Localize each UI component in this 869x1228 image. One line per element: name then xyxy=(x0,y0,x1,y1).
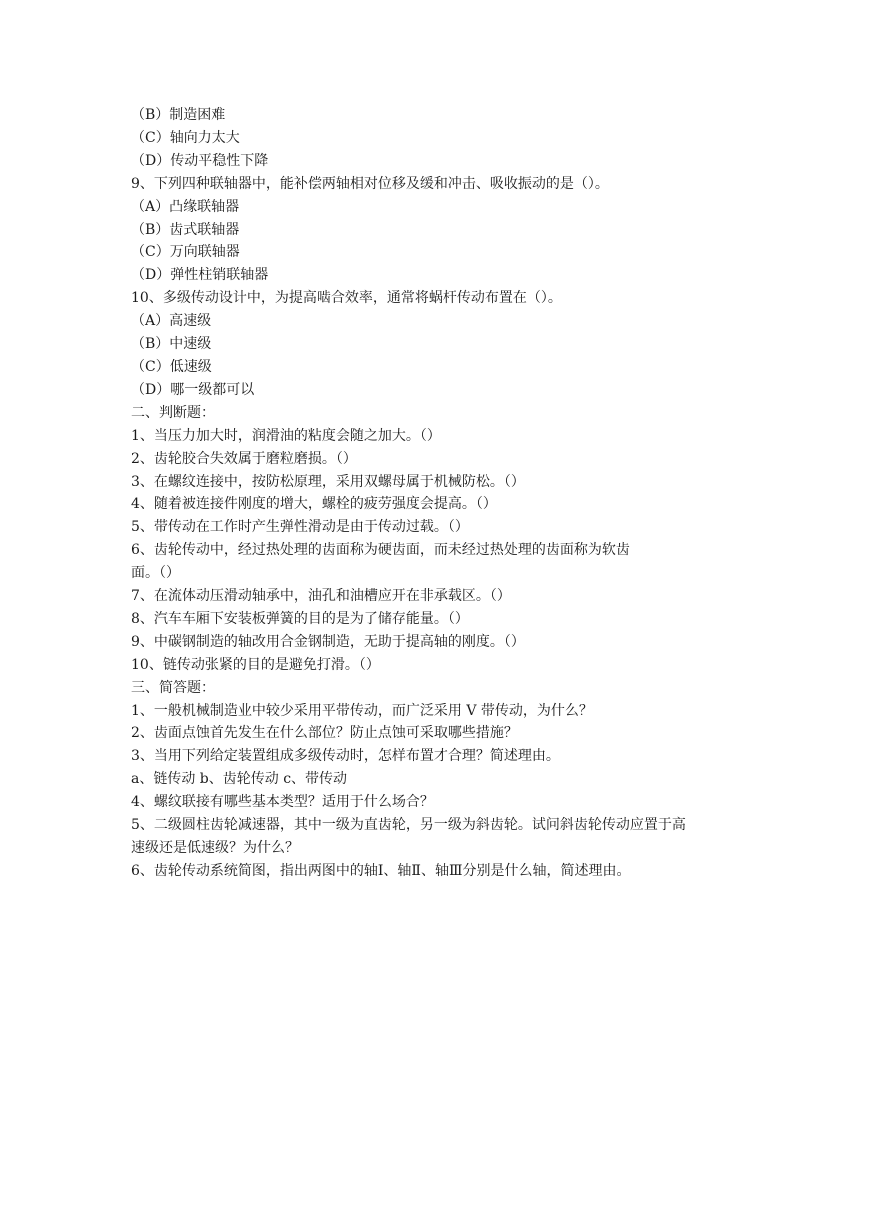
q10-option-b: （B）中速级 xyxy=(131,336,212,353)
q10-question: 10、多级传动设计中，为提高啮合效率，通常将蜗杆传动布置在（）。 xyxy=(131,290,562,307)
q8-option-b: （B）制造困难 xyxy=(131,107,226,123)
q8-option-d: （D）传动平稳性下降 xyxy=(131,152,269,169)
section-heading-true-false: 二、判断题： xyxy=(131,404,215,421)
true-false-item: 10、链传动张紧的目的是避免打滑。（） xyxy=(131,656,380,673)
q10-option-d: （D）哪一级都可以 xyxy=(131,381,255,398)
q9-option-c: （C）万向联轴器 xyxy=(131,244,240,261)
q10-option-c: （C）低速级 xyxy=(131,358,212,375)
q9-option-d: （D）弹性柱销联轴器 xyxy=(131,267,269,284)
true-false-item: 8、汽车车厢下安装板弹簧的目的是为了储存能量。（） xyxy=(131,610,469,627)
true-false-item: 3、在螺纹连接中，按防松原理，采用双螺母属于机械防松。（） xyxy=(131,473,525,490)
short-answer-item: 5、二级圆柱齿轮减速器，其中一级为直齿轮，另一级为斜齿轮。试问斜齿轮传动应置于高 xyxy=(131,817,686,834)
true-false-item: 1、当压力加大时，润滑油的粘度会随之加大。（） xyxy=(131,427,441,444)
true-false-item: 2、齿轮胶合失效属于磨粒磨损。（） xyxy=(131,450,357,467)
true-false-item-continuation: 面。（） xyxy=(131,565,180,582)
short-answer-item: 1、一般机械制造业中较少采用平带传动，而广泛采用 V 带传动，为什么？ xyxy=(131,702,593,719)
true-false-item: 7、在流体动压滑动轴承中，油孔和油槽应开在非承载区。（） xyxy=(131,588,511,605)
q9-option-a: （A）凸缘联轴器 xyxy=(131,198,240,215)
short-answer-item-continuation: 速级还是低速级？为什么？ xyxy=(131,840,299,856)
document-body xyxy=(131,104,751,883)
q9-option-b: （B）齿式联轴器 xyxy=(131,221,240,238)
short-answer-item: 4、螺纹联接有哪些基本类型？适用于什么场合？ xyxy=(131,794,434,811)
q10-option-a: （A）高速级 xyxy=(131,313,212,330)
true-false-item: 4、随着被连接件刚度的增大，螺栓的疲劳强度会提高。（） xyxy=(131,496,497,513)
q8-option-c: （C）轴向力太大 xyxy=(131,129,240,146)
short-answer-item: 2、齿面点蚀首先发生在什么部位？防止点蚀可采取哪些措施？ xyxy=(131,725,518,742)
short-answer-sub-item: a、链传动 b、齿轮传动 c、带传动 xyxy=(131,771,348,788)
short-answer-item: 3、当用下列给定装置组成多级传动时，怎样布置才合理？简述理由。 xyxy=(131,748,560,765)
q9-question: 9、下列四种联轴器中，能补偿两轴相对位移及缓和冲击、吸收振动的是（）。 xyxy=(131,175,609,192)
true-false-item: 5、带传动在工作时产生弹性滑动是由于传动过载。（） xyxy=(131,519,469,536)
true-false-item: 9、中碳钢制造的轴改用合金钢制造，无助于提高轴的刚度。（） xyxy=(131,633,525,650)
true-false-item: 6、齿轮传动中，经过热处理的齿面称为硬齿面，而未经过热处理的齿面称为软齿 xyxy=(131,542,630,559)
short-answer-item: 6、齿轮传动系统简图，指出两图中的轴Ⅰ、轴Ⅱ、轴Ⅲ分别是什么轴，简述理由。 xyxy=(131,862,631,879)
section-heading-short-answer: 三、简答题： xyxy=(131,679,215,696)
